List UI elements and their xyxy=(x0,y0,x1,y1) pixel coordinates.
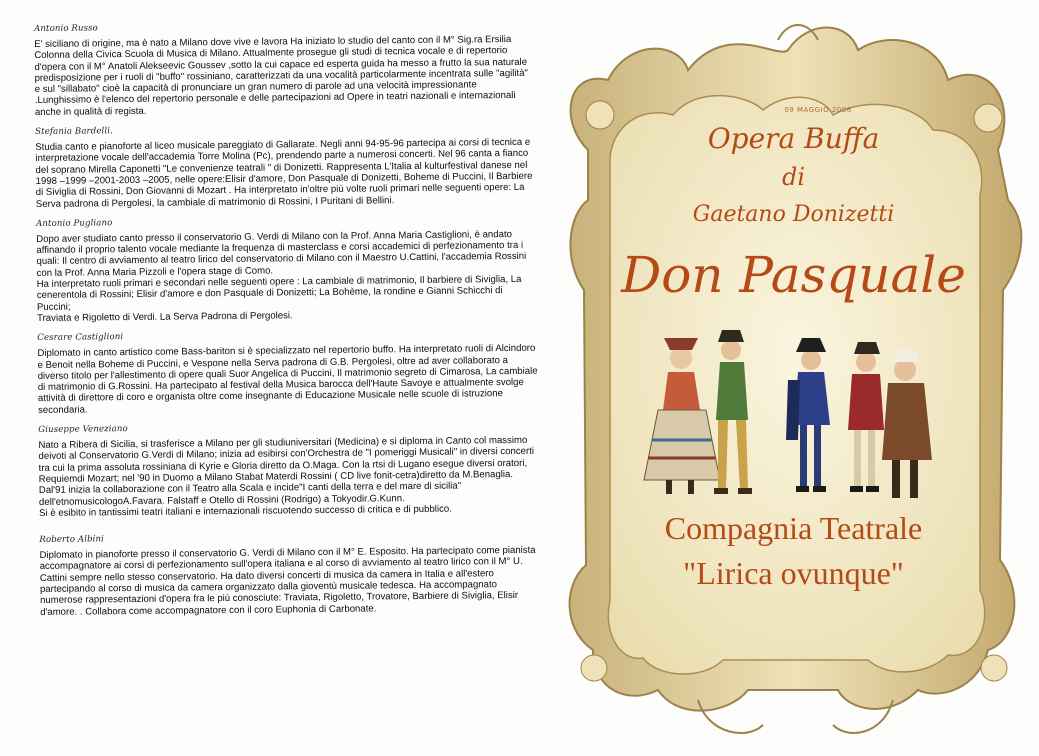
poster-title: Don Pasquale xyxy=(621,246,966,304)
bio-name: Roberto Albini xyxy=(39,534,105,546)
bio-entry xyxy=(37,328,538,416)
bio-entry xyxy=(36,214,537,325)
bio-text: Studia canto e pianoforte al liceo musicale pareggiato di Gallarate. Negli anni 94-95-96 partecipa ai corsi di tecnica e interpretazione vocale dell'accademia Torre Molina (Pc), prendendo parte a numerosi concerti. Nel 96 canta a fianco del soprano Mirella Caponetti "Le convenienze teatrali " di Donizetti. Rappresenta L'Italia al kulturfestival danese nel 1998 –1999 –2001-2003 –2005, nelle opere:Elisir d'amore, Don Pasquale di Donizetti, Boheme di Puccini, Il Barbiere di Siviglia di Rossini, Don Giovanni di Mozart . Ha interpretato in'oltre più volte ruoli primari nelle seguenti opere: La Serva padrona di Pergolesi, la cambiale di matrimonio di Rossini, I Puritani di Bellini. xyxy=(35,136,533,210)
bio-name: Giuseppe Veneziano xyxy=(38,424,128,435)
poster-composer: Gaetano Donizetti xyxy=(692,202,895,227)
bio-entry xyxy=(35,122,536,210)
poster-date: 09 MAGGIO 2008 xyxy=(784,106,852,114)
bio-name: Antonio Pugliano xyxy=(36,218,113,229)
poster-line2: di xyxy=(781,163,806,191)
poster xyxy=(548,0,1039,756)
bio-entry xyxy=(34,19,535,118)
bio-text: Diplomato in canto artistico come Bass-bariton si è specializzato nel repertorio buffo. Ha interpretato ruoli di Alcindoro e Benoit nella Boheme di Puccini, e Vespone nella Serva padrona di G.B. Pergolesi, oltre ad aver collaborato a diverso titolo per l'allestimento di opere quali Suor Angelica di Puccini, Il matrimonio segreto di Cimarosa, La cambiale di matrimonio di G.Rossini. Ha partecipato al festival della Musica barocca dell'Haute Savoye e attualmente svolge attività di direttore di coro e organista oltre come insegnante di Educazione Musicale nelle scuole di istruzione secondaria. xyxy=(37,343,538,416)
biographies-column xyxy=(34,19,541,736)
bio-name: Stefania Bardelli. xyxy=(35,126,113,138)
poster-company: Compagnia Teatrale xyxy=(664,510,923,546)
bio-text: Diplomato in pianoforte presso il conservatorio G. Verdi di Milano con il M° E. Esposito. Ha partecipato come pianista accompagnatore ai corsi di perfezionamento sull'opera italiana e al corso di avviamento al teatro lirico con il M° U. Cattini sempre nello stesso conservatorio. Ha dato diversi concerti di musica da camera in Italia e all'estero partecipando al corso di musica da camera organizzato dalla gioventù musicale tedesca. Ha accompagnato numerose rappresentazioni d'opera fra le più conosciute: Traviata, Rigoletto, Trovatore, Barbiere di Siviglia, Elisir d'amore. . Collabora come accompagnatore con il coro Euphonia di Carbonate. xyxy=(39,544,536,618)
bio-name: Antonio Russo xyxy=(34,23,98,34)
bio-name: Cesrare Castiglioni xyxy=(37,332,124,344)
bio-text: Nato a Ribera di Sicilia, si trasferisce a Milano per gli studiuniversitari (Medicina) e si diploma in Canto col massimo deivoti al Conservatorio G.Verdi di Milano; inizia ad esibirsi con'Orchestra de "I pomeriggi Musicali" in diversi concerti tra cui la prima assoluta rossiniana di Kyrie e Gloria diretto da O.Maga. Con la rtsi di Lugano esegue diversi oratori, Requiemdi Mozart; nel '90 in Duomo a Milano Stabat Materdi Rossini ( CD live fonit-cetra)diretto da M.Benaglia. Dal'91 inizia la collaborazione con il Teatro alla Scala e incide"I canti della terra e del mare di sicilia" dell'etnomusicologoA.Favara. Falstaff e Otello di Rossini (Rodrigo) a Tokyodir.G.Kunn. Si è esibito in tantissimi teatri italiani e internazionali riscuotendo successo di critica e di pubblico. xyxy=(38,434,535,519)
bio-text: E' siciliano di origine, ma è nato a Milano dove vive e lavora Ha iniziato lo studio del canto con il M° Sig.ra Ersilia Colonna della Civica Scuola di Musica di Milano. Attualmente prosegue gli studi di tecnica vocale e di repertorio d'opera con il M° Anatoli Alekseevic Goussev ,sotto la cui capace ed esperta guida ha messo a frutto la sua naturale predisposizione per i ruoli di "buffo" rossiniano, caratterizzati da una vocalità particolarmente incentrata sulle "agilità" e sul "sillabato" cioè la capacità di pronunciare un gran numero di parole ad una velocità impressionante .Lunghissimo è l'elenco del repertorio personale e delle partecipazioni ad Opere in teatri nazionali e internazionali anche in qualità di regista. xyxy=(34,34,529,118)
bio-text: Dopo aver studiato canto presso il conservatorio G. Verdi di Milano con la Prof. Anna Maria Castiglioni, è andato affinando il proprio talento vocale mediante la frequenza di masterclass e corsi accademici di perfezionamento tra i quali: Il centro di avviamento al teatro lirico del conservatorio di Milano con il Maestro U.Cattini, l'accademia Rossini con la Prof. Anna Maria Pizzoli e l'opera stage di Como. Ha interpretato ruoli primari e secondari nelle seguenti opere : La cambiale di matrimonio, Il barbiere di Siviglia, La cenerentola di Rossini; Elisir d'amore e don Pasquale di Donizetti; La Bohème, la rondine e Gianni Schicchi di Puccini; Traviata e Rigoletto di Verdi. La Serva Padrona di Pergolesi. xyxy=(36,228,527,324)
poster-line1: Opera Buffa xyxy=(707,122,880,155)
bio-entry xyxy=(38,420,539,519)
poster-motto: "Lirica ovunque" xyxy=(683,555,904,591)
bio-entry xyxy=(39,530,540,618)
